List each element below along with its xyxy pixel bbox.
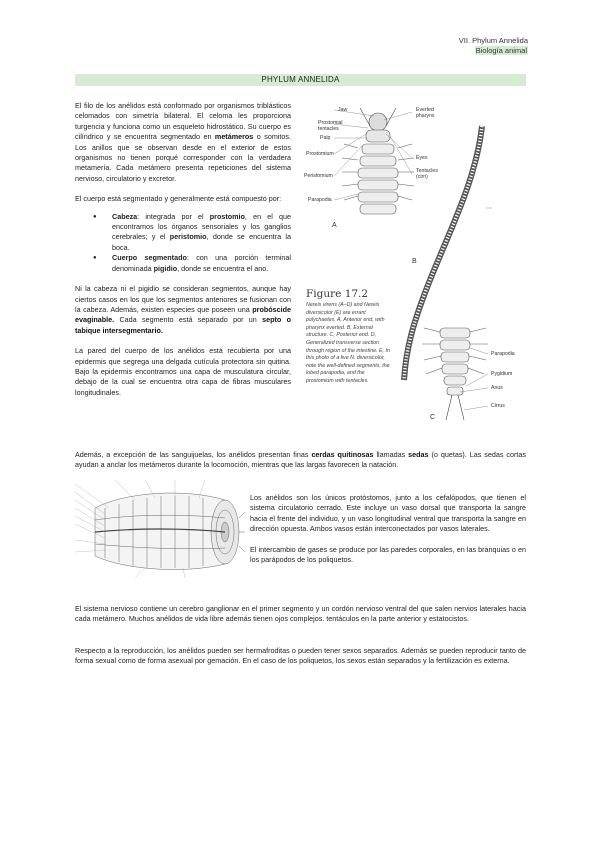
circulatory-paragraph: Los anélidos son los únicos protóstomos, junto a los cefalópodos, que tienen el sistema circulatorio cerrado. Este incluye un vaso dorsal que transporta la sangre hacia el frente del individuo, y un vaso longitudinal ventral que transporta la sangre en dirección opuesta. Ambos vasos están interconectados por vasos laterales. bbox=[250, 493, 526, 534]
header-subject: Biología animal bbox=[475, 46, 527, 55]
figure-17-2 bbox=[300, 100, 528, 430]
intro-paragraph-4: La pared del cuerpo de los anélidos está recubierta por una epidermis que segrega una delgada cutícula protectora sin quitina. Bajo la epidermis encontramos una capa de musculatura circular, debajo de la cual se encuentra otra capa de fibras musculares longitudinales. bbox=[75, 346, 291, 397]
setae-paragraph: Además, a excepción de las sanguijuelas, los anélidos presentan finas cerdas quitinosas llamadas sedas (o quetas). Las sedas cortas ayudan a anclar los metámeros durante la locomoción, mientras que las largas favorecen la natación. bbox=[75, 450, 526, 470]
intro-column bbox=[75, 101, 291, 398]
label-parapodia-c: Parapodia bbox=[491, 351, 515, 357]
figure-heading: Figure 17.2 bbox=[306, 288, 369, 300]
label-prostomium: Prostomium bbox=[306, 151, 334, 157]
circulatory-section bbox=[250, 493, 526, 565]
figure-caption: Nereis virens (A–D) and Nereis diversicolor (E) are errant polychaetes. A, Anterior end, with pharynx everted. B, External structure. C, Posterior end. D, Generalized transverse section through region of the intestine. E, In this photo of a live N. diversicolor, note the well-defined segments, the lobed parapodia, and the prostomium with tentacles. bbox=[306, 302, 390, 384]
cross-section-illustration bbox=[75, 478, 245, 580]
gas-exchange-paragraph: El intercambio de gases se produce por las paredes corporales, en las branquias o en los parápodos de los poliquetos. bbox=[250, 544, 526, 565]
label-anus: Anus bbox=[491, 385, 503, 391]
label-pygidium: Pygidium bbox=[491, 371, 513, 377]
label-letter-c: C bbox=[430, 414, 436, 421]
page-header bbox=[459, 36, 528, 56]
label-parapodia-a: Parapodia bbox=[308, 197, 332, 203]
list-item-cabeza: ● Cabeza: integrada por el prostomio, en el que encontramos los órganos sensoriales y los ganglios cerebrales; y el peristomio, donde se encuentra la boca. bbox=[93, 212, 291, 254]
label-cirrus: Cirrus bbox=[491, 403, 505, 409]
section-title: PHYLUM ANNELIDA bbox=[75, 74, 526, 86]
nervous-system-paragraph: El sistema nervioso contiene un cerebro ganglionar en el primer segmento y un cordón nervioso ventral del que salen nervios laterales hacia cada metámero. Muchos anélidos de vida libre además tienen ojos complejos. tentáculos en la parte anterior y estatocistos. bbox=[75, 604, 526, 624]
list-item-cuerpo: ● Cuerpo segmentado: con una porción terminal denominada pigidio, donde se encuentra el ano. bbox=[93, 253, 291, 274]
label-letter-b: B bbox=[412, 258, 417, 265]
intro-paragraph-2: El cuerpo está segmentado y generalmente está compuesto por: bbox=[75, 194, 282, 204]
header-chapter: VII. Phylum Annelida bbox=[458, 36, 528, 45]
label-everted-pharynx: Everted pharynx bbox=[416, 107, 435, 119]
label-palp: Palp bbox=[320, 135, 331, 141]
reproduction-paragraph: Respecto a la reproducción, los anélidos pueden ser hermafroditas o pueden tener sexos separados. Además se pueden reproducir tanto de forma sexual como de forma asexual por gemación. En el caso de los poliquetos, los sexos están separados y la fertilización es externa. bbox=[75, 646, 526, 666]
label-letter-a: A bbox=[332, 222, 337, 229]
label-jaw: Jaw bbox=[338, 107, 348, 113]
body-parts-list bbox=[93, 212, 291, 274]
label-eyes: Eyes bbox=[416, 155, 428, 161]
label-prostomial-tentacles: Prostomial tentacles bbox=[318, 120, 343, 132]
intro-paragraph-1: El filo de los anélidos está conformado por organismos triblásticos celomados con simetría bilateral. El celoma les proporciona turgencia y funciona como un esqueleto hidrostático. Su cuerpo es cilíndrico y se encuentra segmentado en metámeros o somitos. Los anillos que se observan desde en el exterior de estos organismos no tienen porqué corresponder con la verdadera metamería. Cada metámero presenta repeticiones del sistema nervioso, circulatorio y excretor. bbox=[75, 101, 291, 183]
intro-paragraph-3: Ni la cabeza ni el pigidio se consideran segmentos, aunque hay ciertos casos en los que los segmentos anteriores se fusionan con la cabeza. Además, existen especies que poseen una probóscide evaginable. Cada segmento está separado por un septo o tabique intersegmentario. bbox=[75, 284, 291, 335]
label-tentacles-cirri: Tentacles (cirri) bbox=[416, 168, 438, 180]
label-peristomium: Peristomium bbox=[304, 173, 333, 179]
